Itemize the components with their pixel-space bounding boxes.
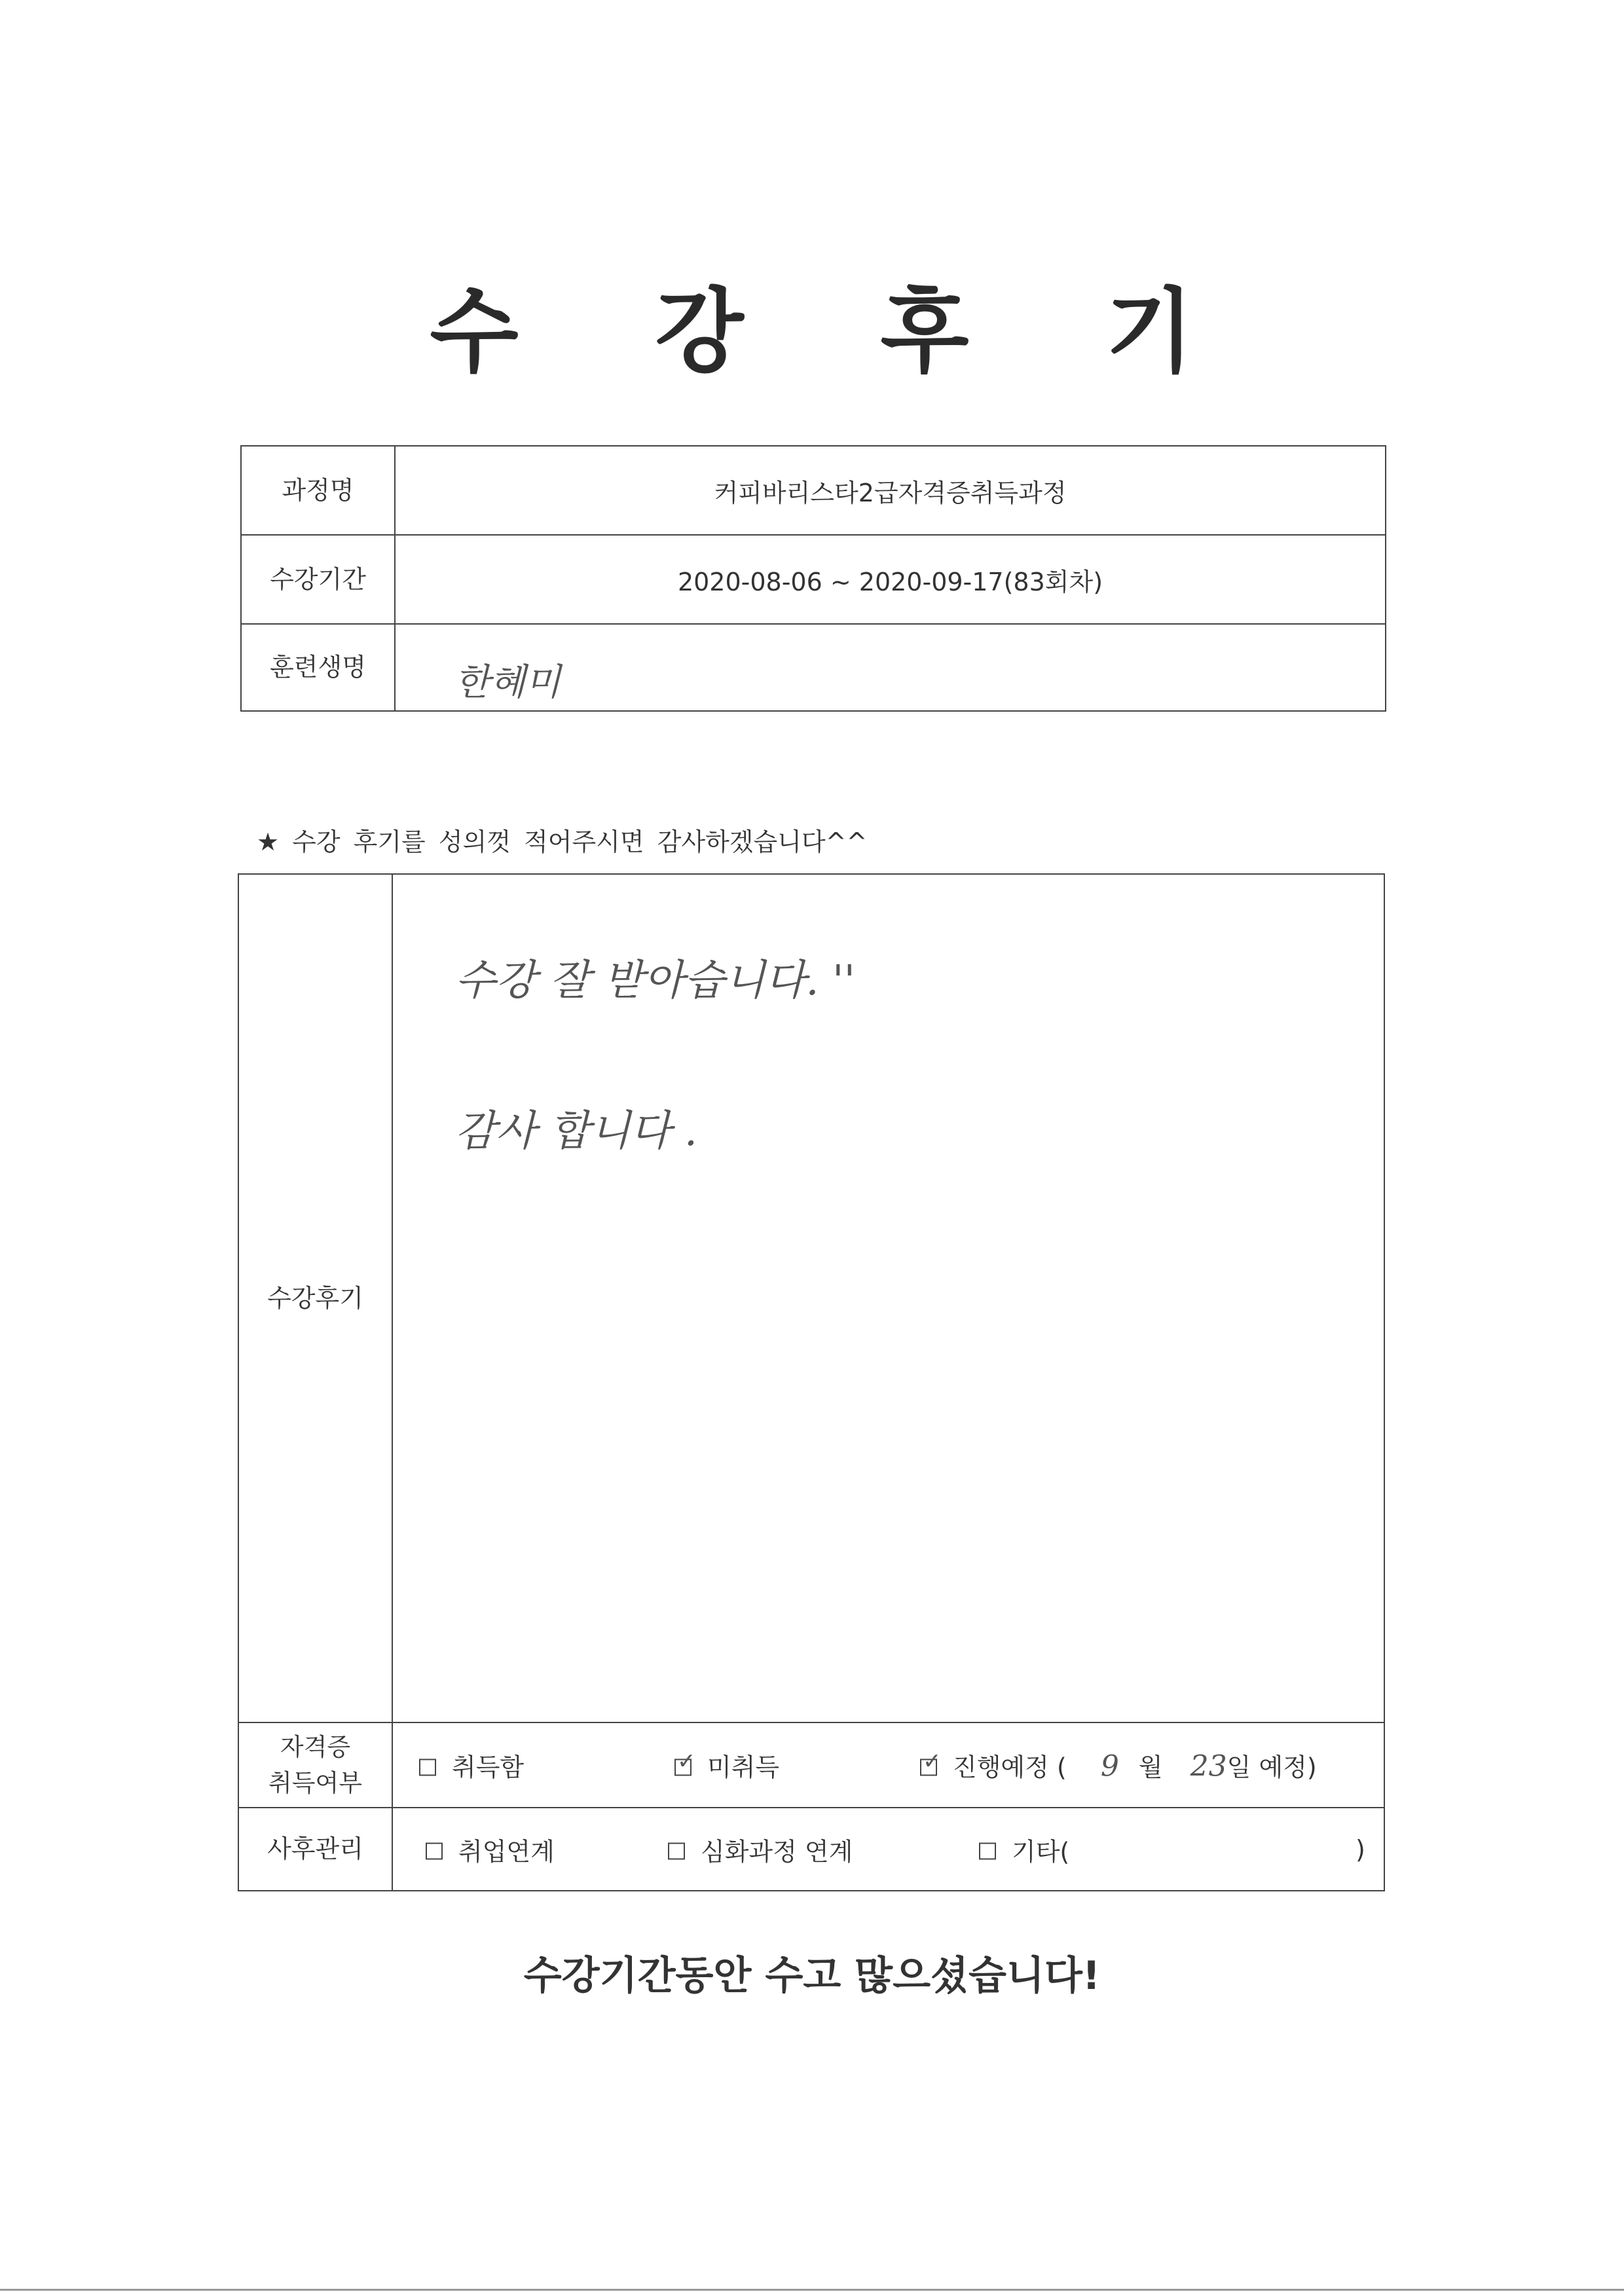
option-scheduled-prefix: 진행예정 ( [953, 1753, 1067, 1782]
option-employment[interactable] [426, 1831, 555, 1867]
certificate-options [393, 1723, 1384, 1807]
option-acquired[interactable] [419, 1747, 524, 1783]
certificate-label [239, 1723, 393, 1807]
review-label: 수강후기 [239, 875, 393, 1722]
trainee-label: 훈련생명 [242, 625, 396, 710]
month-unit: 월 [1138, 1753, 1163, 1782]
trainee-name-handwritten: 한혜미 [454, 661, 561, 704]
review-line-1: 수강 잘 받아습니다. '' [455, 957, 856, 1005]
info-table [240, 445, 1386, 712]
scan-edge-line [0, 2289, 1624, 2291]
course-value: 커피바리스타2급자격증취득과정 [714, 478, 1067, 507]
option-acquired-label: 취득함 [452, 1753, 525, 1782]
checkbox-not-acquired[interactable] [674, 1758, 692, 1776]
review-area [393, 875, 1384, 1722]
period-value: 2020-08-06 ~ 2020-09-17(83회차) [677, 567, 1103, 596]
aftercare-row [239, 1808, 1384, 1890]
aftercare-options [393, 1808, 1384, 1890]
month-handwritten: 9 [1100, 1749, 1119, 1783]
certificate-label-line1: 자격증 [280, 1732, 351, 1761]
option-employment-label: 취업연계 [458, 1837, 555, 1866]
checkbox-advanced[interactable] [668, 1843, 685, 1860]
review-table [238, 873, 1385, 1891]
trainee-row [242, 625, 1385, 710]
option-advanced-label: 심화과정 연계 [701, 1837, 853, 1866]
closing-message: 수강기간동안 수고 많으셨습니다! [523, 1953, 1101, 1999]
option-scheduled[interactable] [920, 1747, 1317, 1783]
option-advanced[interactable] [668, 1831, 853, 1867]
review-line-2: 감사 합니다 . [455, 1107, 698, 1156]
notice-text: ★ 수강 후기를 성의껏 적어주시면 감사하겠습니다^^ [257, 828, 868, 856]
checkbox-employment[interactable] [426, 1843, 443, 1860]
option-other-close: ) [1356, 1834, 1365, 1864]
certificate-label-line2: 취득여부 [268, 1769, 362, 1797]
day-handwritten: 23 [1190, 1749, 1227, 1783]
checkbox-scheduled[interactable] [920, 1758, 937, 1776]
certificate-row [239, 1723, 1384, 1808]
course-row [242, 446, 1385, 536]
day-suffix: 일 예정) [1227, 1753, 1317, 1782]
option-other-label: 기타( [1012, 1837, 1070, 1866]
checkbox-acquired[interactable] [419, 1758, 436, 1776]
document-title: 수 강 후 기 [430, 279, 1247, 386]
option-other[interactable] [979, 1831, 1069, 1867]
checkbox-other[interactable] [979, 1843, 996, 1860]
option-not-acquired-label: 미취득 [707, 1753, 780, 1782]
option-not-acquired[interactable] [674, 1747, 779, 1783]
course-label: 과정명 [242, 446, 396, 534]
period-row [242, 536, 1385, 625]
trainee-area [396, 625, 1385, 710]
period-label: 수강기간 [242, 536, 396, 623]
aftercare-label: 사후관리 [239, 1808, 393, 1890]
review-row [239, 875, 1384, 1723]
